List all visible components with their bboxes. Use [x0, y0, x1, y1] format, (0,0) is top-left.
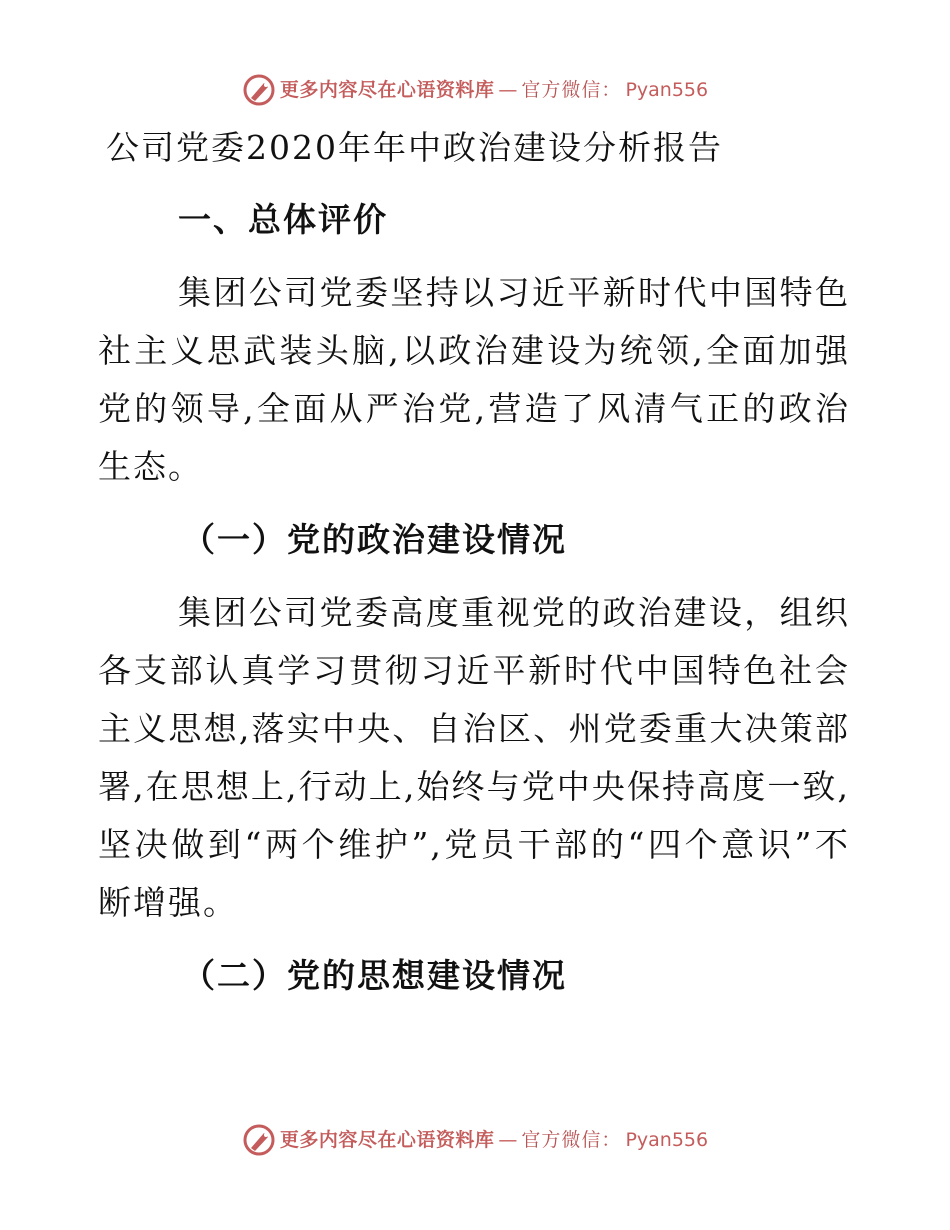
subsection-heading-political-building: （一）党的政治建设情况: [182, 520, 567, 559]
banner-dash: —: [498, 78, 518, 101]
banner-promo-text: 更多内容尽在心语资料库: [279, 1128, 495, 1151]
banner-official-label: 官方微信：: [521, 1128, 622, 1151]
pen-nib-logo-icon: [242, 1123, 276, 1157]
subsection-paragraph-political-building: 集团公司党委高度重视党的政治建设，组织各支部认真学习贯彻习近平新时代中国特色社会主义思想,落实中央、自治区、州党委重大决策部署,在思想上,行动上,始终与党中央保持高度一致,坚决做到“两个维护”,党员干部的“四个意识”不断增强。: [98, 593, 850, 922]
top-watermark-banner: [0, 70, 950, 110]
banner-dash: —: [498, 1128, 518, 1151]
pen-nib-logo-icon: [242, 73, 276, 107]
banner-official-label: 官方微信：: [521, 78, 622, 101]
bottom-watermark-banner: [0, 1120, 950, 1160]
banner-wechat-id: Pyan556: [625, 78, 709, 101]
section-paragraph-overall-evaluation: 集团公司党委坚持以习近平新时代中国特色社主义思武装头脑,以政治建设为统领,全面加强党的领导,全面从严治党,营造了风清气正的政治生态。: [98, 273, 850, 486]
section-heading-overall-evaluation: 一、总体评价: [178, 200, 388, 239]
banner-promo-text: 更多内容尽在心语资料库: [279, 78, 495, 101]
document-body: [98, 120, 850, 1004]
subsection-heading-ideological-building: （二）党的思想建设情况: [182, 956, 567, 995]
banner-wechat-id: Pyan556: [625, 1128, 709, 1151]
document-title: 公司党委2020年年中政治建设分析报告: [106, 128, 723, 167]
